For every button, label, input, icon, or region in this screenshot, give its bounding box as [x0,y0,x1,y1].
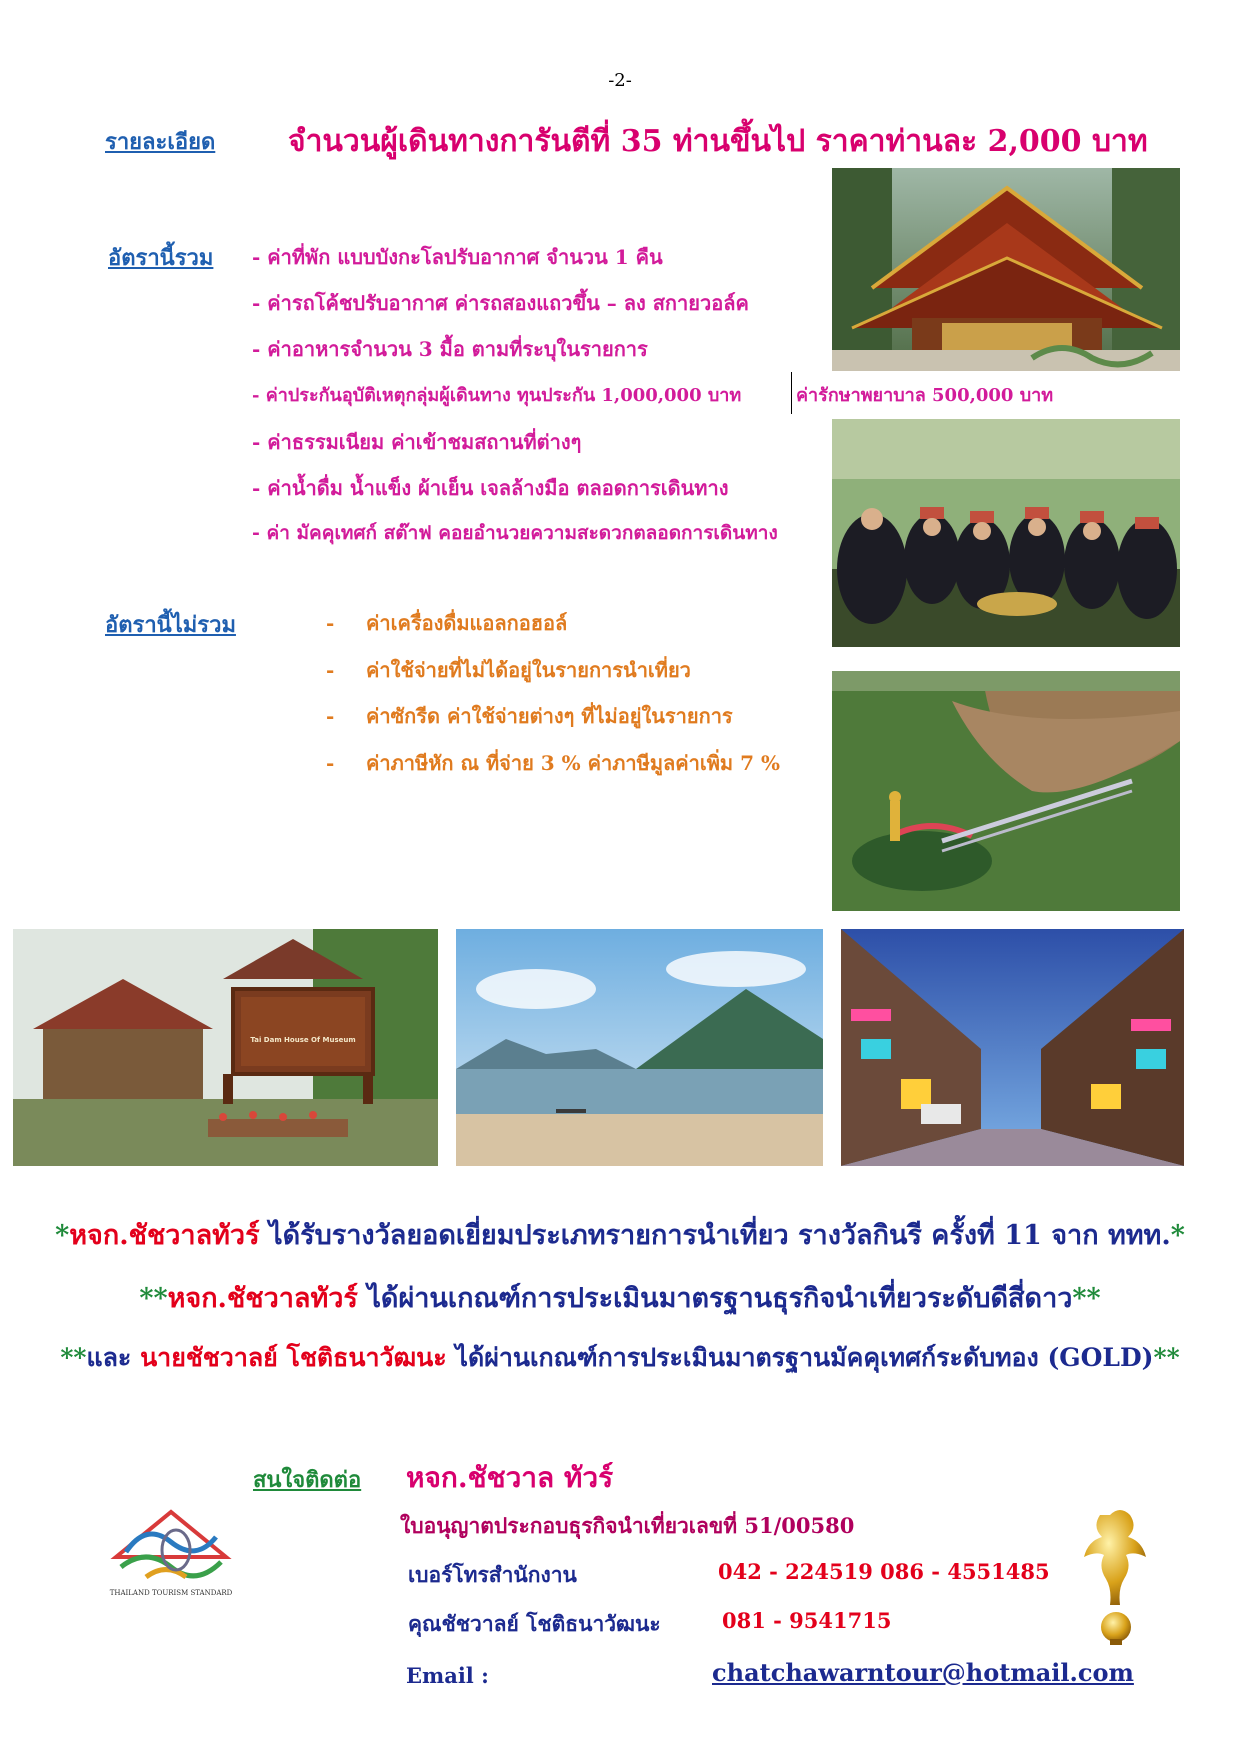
temple-photo [832,168,1180,371]
medical-coverage: ค่ารักษาพยาบาล 500,000 บาท [796,385,1054,406]
contact-company: หจก.ชัชวาล ทัวร์ [406,1461,614,1494]
tourism-standard-logo [106,1502,236,1602]
included-item: - ค่ารถโค้ชปรับอากาศ ค่ารถสองแถวขึ้น – ลง สกายวอล์ค [252,291,749,315]
excluded-label: อัตรานี้ไม่รวม [105,612,236,638]
included-item: - ค่า มัคคุเทศก์ สต๊าฟ คอยอำนวยความสะดวกตลอดการเดินทาง [252,522,778,544]
excluded-item: - ค่าภาษีหัก ณ ที่จ่าย 3 % ค่าภาษีมูลค่าเพิ่ม 7 % [326,751,780,775]
details-label: รายละเอียด [105,129,216,155]
kinnaree-trophy-icon [1080,1505,1152,1645]
price-headline: จำนวนผู้เดินทางการันตีที่ 35 ท่านขึ้นไป ราคาท่านละ 2,000 บาท [288,124,1148,159]
license-number: ใบอนุญาตประกอบธุรกิจนำเที่ยวเลขที่ 51/00580 [400,1513,855,1538]
museum-sign-text: Tai Dam House Of Museum [250,1036,356,1044]
included-item: - ค่าอาหารจำนวน 3 มื้อ ตามที่ระบุในรายการ [252,337,648,361]
text-cursor-line [791,372,792,414]
included-item: - ค่าประกันอุบัติเหตุกลุ่มผู้เดินทาง ทุนประกัน 1,000,000 บาท [252,385,742,406]
excluded-item: - ค่าใช้จ่ายที่ไม่ได้อยู่ในรายการนำเที่ยว [326,658,691,682]
included-label: อัตรานี้รวม [108,245,214,271]
logo-caption: THAILAND TOURISM STANDARD [109,1589,233,1597]
ceremony-photo [832,419,1180,647]
office-phone-label: เบอร์โทรสำนักงาน [408,1562,577,1587]
page-number: -2- [608,70,632,91]
excluded-item: - ค่าเครื่องดื่มแอลกอฮอล์ [326,611,568,635]
contact-person: คุณชัชวาลย์ โชติธนาวัฒนะ [408,1611,661,1636]
award-line-kinnaree: *หจก.ชัชวาลทัวร์ ได้รับรางวัลยอดเยี่ยมประเภทรายการนำเที่ยว รางวัลกินรี ครั้งที่ 11 จาก ททท.* [55,1220,1185,1251]
museum-photo [13,929,438,1166]
walking-street-photo [841,929,1184,1166]
mekong-photo [456,929,823,1166]
award-line-gold-guide: **และ นายชัชวาลย์ โชติธนาวัฒนะ ได้ผ่านเกณฑ์การประเมินมาตรฐานมัคคุเทศก์ระดับทอง (GOLD)** [60,1343,1180,1372]
excluded-item: - ค่าซักรีด ค่าใช้จ่ายต่างๆ ที่ไม่อยู่ในรายการ [326,704,733,728]
tourism-standard-logo-icon [106,1502,236,1592]
contact-person-phone: 081 - 9541715 [722,1608,892,1633]
kinnaree-trophy [1080,1505,1152,1645]
included-item: - ค่าน้ำดื่ม น้ำแข็ง ผ้าเย็น เจลล้างมือ ตลอดการเดินทาง [252,476,729,500]
office-phone: 042 - 224519 086 - 4551485 [718,1559,1050,1584]
included-item: - ค่าธรรมเนียม ค่าเข้าชมสถานที่ต่างๆ [252,430,582,454]
award-line-four-star: **หจก.ชัชวาลทัวร์ ได้ผ่านเกณฑ์การประเมินมาตรฐานธุรกิจนำเที่ยวระดับดีสี่ดาว** [139,1283,1101,1314]
included-item: - ค่าที่พัก แบบบังกะโลปรับอากาศ จำนวน 1 คืน [252,245,663,269]
email-link[interactable]: chatchawarntour@hotmail.com [712,1658,1134,1687]
skywalk-photo [832,671,1180,911]
contact-label: สนใจติดต่อ [253,1467,362,1493]
email-label: Email : [406,1663,489,1688]
